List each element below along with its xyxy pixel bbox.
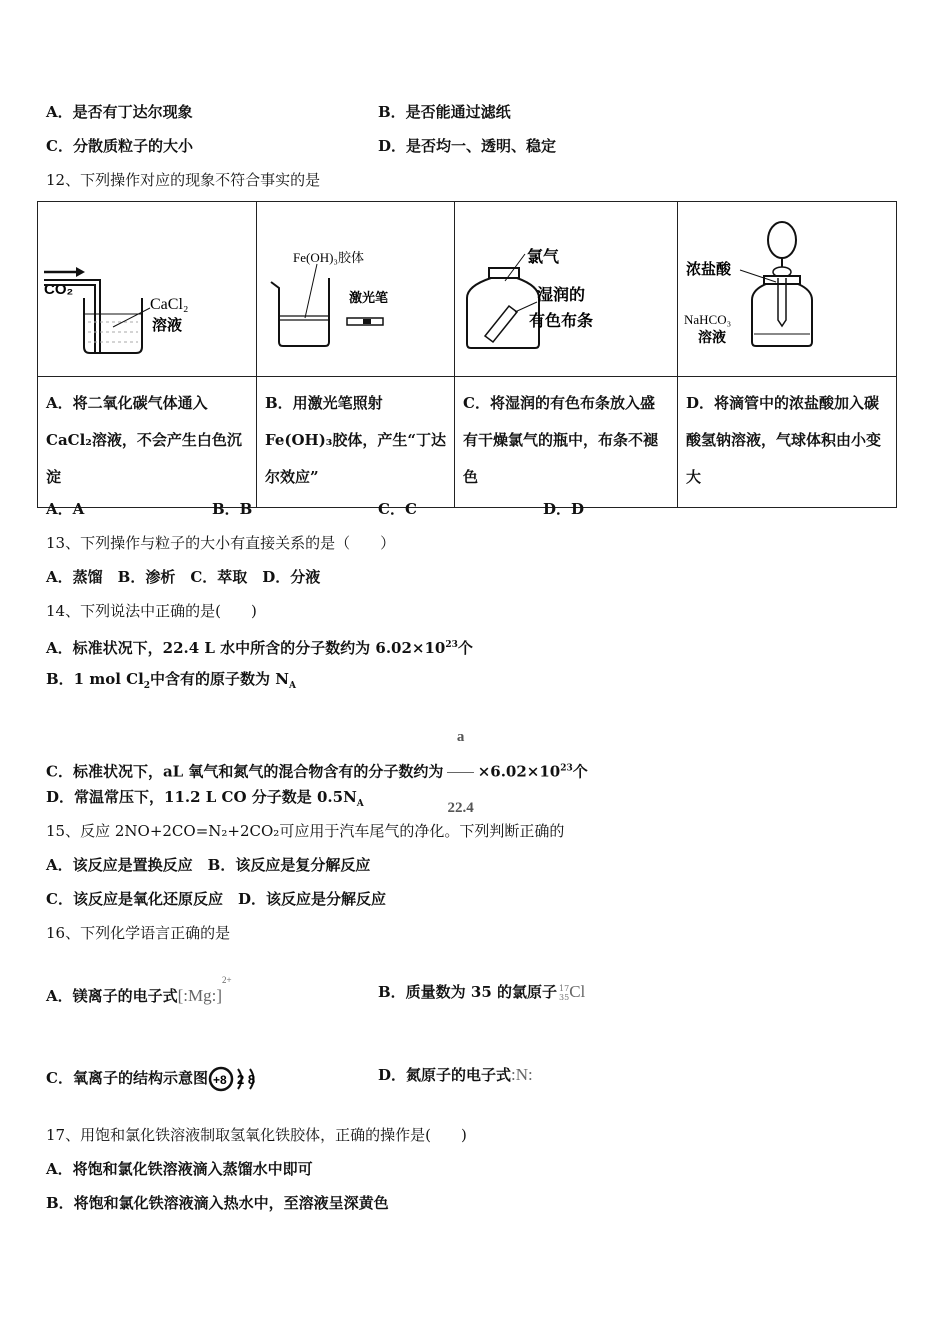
q15-options-ab: A．该反应是置换反应 B．该反应是复分解反应: [46, 856, 371, 874]
fraction-a-over-22-4: $\frac{a}{22.4}$: [447, 704, 473, 841]
q15-stem: 15、反应 2NO+2CO=N₂+2CO₂可应用于汽车尾气的净化。下列判断正确的: [46, 822, 565, 840]
svg-text:2 8: 2 8: [236, 1072, 256, 1087]
q12-cell-b: B．用激光笔照射Fe(OH)₃胶体，产生“丁达尔效应”: [257, 377, 455, 508]
n-atom-formula: :N:: [511, 1065, 533, 1084]
q12-figure-b: [257, 202, 455, 377]
q17-option-a: A．将饱和氯化铁溶液滴入蒸馏水中即可: [46, 1160, 313, 1178]
laser-pen-label: 激光笔: [349, 291, 389, 306]
q12-answer-d: D．D: [543, 500, 585, 518]
q12-cell-a: A．将二氧化碳气体通入CaCl₂溶液，不会产生白色沉淀: [38, 377, 257, 508]
isotope-numbers: 17 35: [559, 984, 570, 1002]
q14-stem: 14、下列说法中正确的是( ): [46, 602, 257, 620]
q14-option-a: A．标准状况下，22.4 L 水中所含的分子数约为 $6.02\times 10^{23}$个: [46, 639, 473, 657]
q17-stem: 17、用饱和氯化铁溶液制取氢氧化铁胶体，正确的操作是( ): [46, 1126, 467, 1144]
cloth-strip-icon: [485, 306, 517, 342]
q13-options: A．蒸馏 B．渗析 C．萃取 D．分液: [46, 568, 321, 586]
chlorine-label: 氯气: [527, 247, 560, 266]
co2-label: CO₂: [44, 281, 74, 298]
q11-option-c: C．分散质粒子的大小: [46, 137, 193, 155]
oxygen-ion-structure-icon: [208, 1065, 270, 1093]
wet-label: 湿润的: [537, 285, 586, 304]
q16-option-c: C．氧离子的结构示意图 +8 2 8: [46, 1065, 270, 1093]
mg-ion-formula: [:Mg:]: [177, 986, 223, 1005]
q15-options-cd: C．该反应是氧化还原反应 D．该反应是分解反应: [46, 890, 386, 908]
q14-option-d: D．常温常压下，11.2 L CO 分子数是 $0.5N_A$: [46, 788, 364, 809]
q11-option-a: A．是否有丁达尔现象: [46, 103, 193, 121]
nahco3-label: NaHCO₃: [684, 312, 732, 327]
q12-figure-d: [678, 202, 897, 377]
q12-answer-a: A．A: [46, 500, 85, 518]
q12-figure-c: [455, 202, 678, 377]
q16-option-a: A．镁离子的电子式[:Mg:]$^{2+}$: [46, 975, 232, 1005]
q12-answer-c: C．C: [378, 500, 417, 518]
cacl2-label: CaCl₂: [150, 296, 189, 313]
q16-option-d: D．氮原子的电子式:N:: [378, 1065, 533, 1084]
q12-table: [37, 201, 897, 508]
q12-answer-b: B．B: [212, 500, 253, 518]
q11-option-d: D．是否均一、透明、稳定: [378, 137, 557, 155]
chlorine-bottle-figure: [455, 202, 677, 372]
q12-cell-c: C．将湿润的有色布条放入盛有干燥氯气的瓶中，布条不褪色: [455, 377, 678, 508]
q13-stem: 13、下列操作与粒子的大小有直接关系的是（ ）: [46, 534, 396, 552]
q12-stem: 12、下列操作对应的现象不符合事实的是: [46, 171, 321, 189]
conc-hcl-label: 浓盐酸: [686, 260, 732, 278]
q16-stem: 16、下列化学语言正确的是: [46, 924, 231, 942]
solution-label-d: 溶液: [698, 330, 726, 346]
q16-option-b: B．质量数为 35 的氯原子 17 35 Cl: [378, 982, 586, 1002]
q14-option-b: B．1 mol $Cl_2$中含有的原子数为 $N_A$: [46, 670, 296, 691]
balloon-bottle-figure: [678, 202, 896, 372]
q17-option-b: B．将饱和氯化铁溶液滴入热水中，至溶液呈深黄色: [46, 1194, 389, 1212]
svg-text:+8: +8: [212, 1073, 227, 1087]
balloon-icon: [768, 222, 796, 258]
colloid-laser-figure: [257, 202, 454, 372]
solution-label-a: 溶液: [152, 316, 183, 334]
co2-beaker-figure: [38, 202, 256, 372]
fe-oh3-label: Fe(OH)₃胶体: [293, 250, 364, 265]
q14-option-c: C．标准状况下，aL 氧气和氮气的混合物含有的分子数约为 $\frac{a}{22.4}$ $\times 6.02\times 10^{23}$个: [46, 704, 588, 841]
q12-cell-d: D．将滴管中的浓盐酸加入碳酸氢钠溶液，气球体积由小变大: [678, 377, 897, 508]
cloth-label: 有色布条: [529, 311, 594, 330]
q11-option-b: B．是否能通过滤纸: [378, 103, 511, 121]
q12-figure-a: [38, 202, 257, 377]
